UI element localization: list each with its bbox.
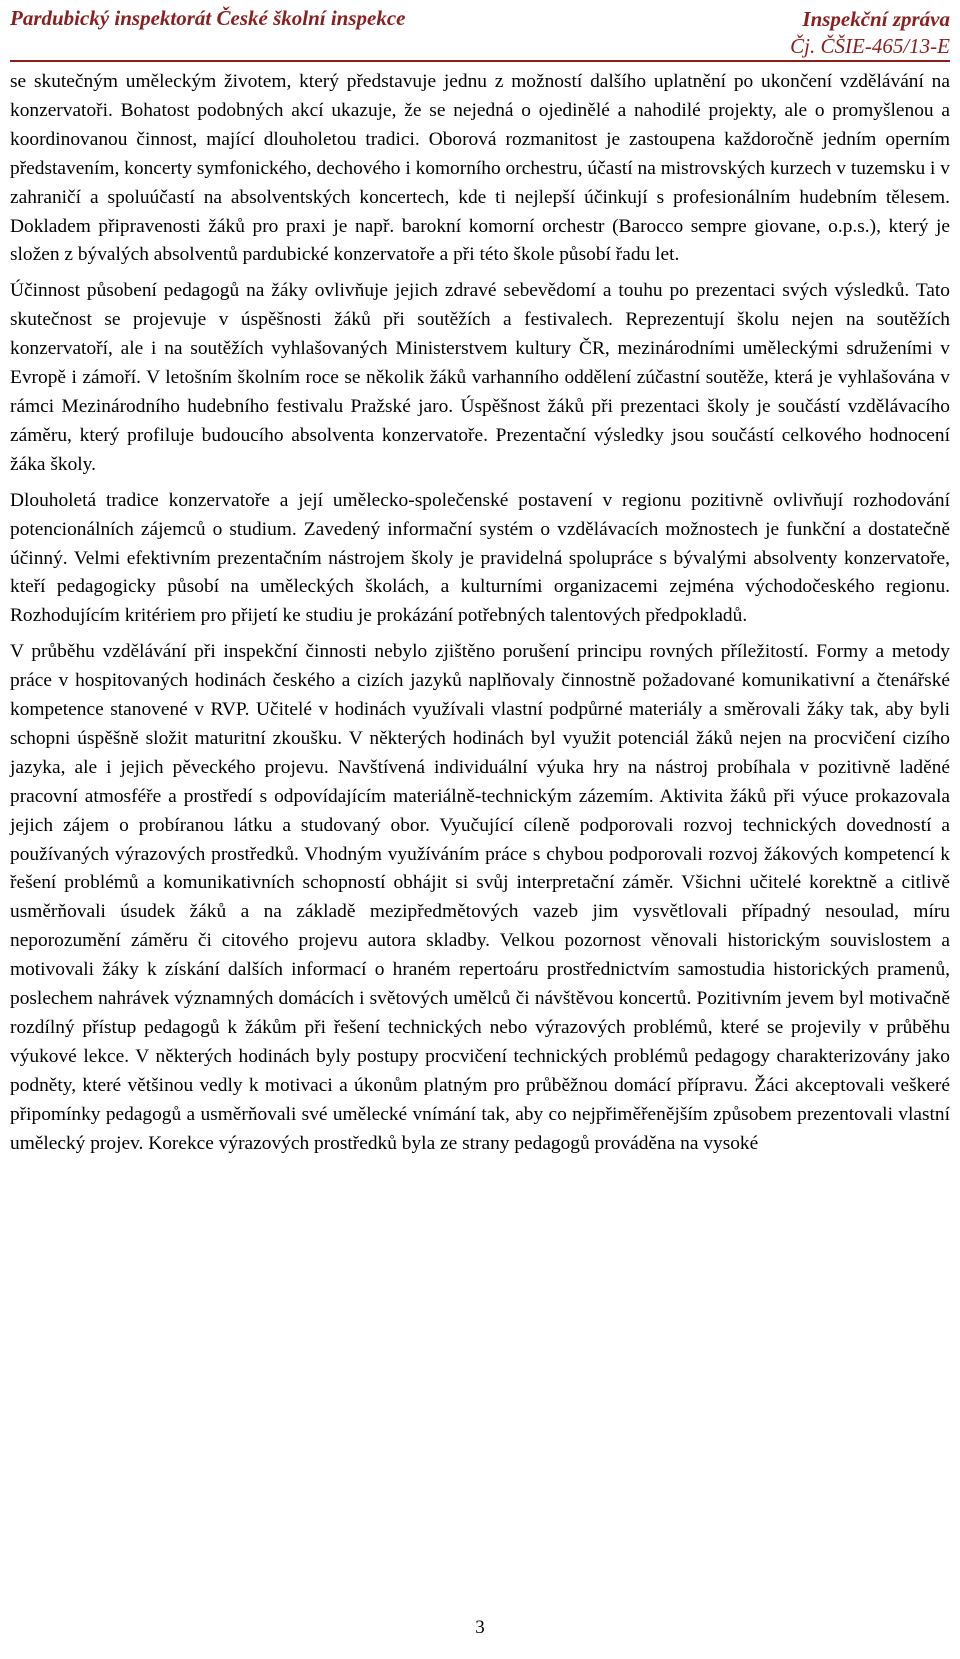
header-document-type: Inspekční zpráva: [802, 7, 950, 31]
page-number: 3: [475, 1617, 485, 1638]
header-right-block: [790, 6, 950, 60]
paragraph-1: se skutečným uměleckým životem, který představuje jednu z možností dalšího uplatnění po ukončení vzdělávání na konzervatoři. Bohatost podobných akcí ukazuje, že se nejedná o ojedinělé a nahodilé projekty, ale o promyšlenou a koordinovanou činnost, mající dlouholetou tradici. Oborová rozmanitost je zastoupena každoročně jedním operním představením, koncerty symfonického, dechového i komorního orchestru, účastí na mistrovských kurzech v tuzemsku i v zahraničí a spoluúčastí na absolventských koncertech, kde ti nejlepší účinkují s profesionálním hudebním tělesem. Dokladem připravenosti žáků pro praxi je např. barokní komorní orchestr (Barocco sempre giovane, o.p.s.), který je složen z bývalých absolventů pardubické konzervatoře a při této škole působí řadu let.: [10, 71, 950, 266]
paragraph-3: Dlouholetá tradice konzervatoře a její umělecko-společenské postavení v regionu pozitivně ovlivňují rozhodování potencionálních zájemců o studium. Zavedený informační systém o vzdělávacích možnostech je funkční a dostatečně účinný. Velmi efektivním prezentačním nástrojem školy je pravidelná spolupráce s bývalými absolventy konzervatoře, kteří pedagogicky působí na uměleckých školách, a kulturními organizacemi zejména východočeského regionu. Rozhodujícím kritériem pro přijetí ke studiu je prokázání potřebných talentových předpokladů.: [10, 489, 950, 627]
header-rule: [10, 60, 950, 62]
page-header: [10, 2, 950, 62]
paragraph-2: Účinnost působení pedagogů na žáky ovlivňuje jejich zdravé sebevědomí a touhu po prezentaci svých výsledků. Tato skutečnost se projevuje v úspěšnosti žáků při soutěžích a festivalech. Reprezentují školu nejen na soutěžích konzervatoří, ale i na soutěžích vyhlašovaných Ministerstvem kultury ČR, mezinárodními uměleckými sdruženími v Evropě i zámoří. V letošním školním roce se několik žáků varhanního oddělení zúčastní soutěže, která je vyhlašována v rámci Mezinárodního hudebního festivalu Pražské jaro. Úspěšnost žáků při prezentaci školy je součástí vzdělávacího záměru, který profiluje budoucího absolventa konzervatoře. Prezentační výsledky jsou součástí celkového hodnocení žáka školy.: [10, 280, 950, 475]
body-text: [10, 68, 950, 1166]
header-reference: Čj. ČŠIE-465/13-E: [790, 34, 950, 58]
paragraph-4: V průběhu vzdělávání při inspekční činnosti nebylo zjištěno porušení principu rovných příležitostí. Formy a metody práce v hospitovaných hodinách českého a cizích jazyků naplňovaly činnostně požadované komunikativní a čtenářské kompetence stanovené v RVP. Učitelé v hodinách využívali vlastní podpůrné materiály a směrovali žáky tak, aby byli schopni úspěšně složit maturitní zkoušku. V některých hodinách byl využit potenciál žáků nejen na procvičení cizího jazyka, ale i jejich pěveckého projevu. Navštívená individuální výuka hry na nástroj probíhala v pozitivně laděné pracovní atmosféře a prostředí s odpovídajícím materiálně-technickým zázemím. Aktivita žáků při výuce prokazovala jejich zájem o probíranou látku a studovaný obor. Vyučující cíleně podporovali rozvoj technických dovedností a používaných výrazových prostředků. Vhodným využíváním práce s chybou podporovali rozvoj žákových kompetencí k řešení problémů a komunikativních schopností obhájit si svůj interpretační záměr. Všichni učitelé korektně a citlivě usměrňovali úsudek žáků a na základě mezipředmětových vazeb jim vysvětlovali případný nesoulad, míru neporozumění záměru či citového projevu autora skladby. Velkou pozornost věnovali historickým souvislostem a motivovali žáky k získání dalších informací o hraném repertoáru prostřednictvím samostudia historických pramenů, poslechem nahrávek významných domácích i světových umělců či návštěvou koncertů. Pozitivním jevem byl motivačně rozdílný přístup pedagogů k žákům při řešení technických nebo výrazových problémů, které se projevily v průběhu výukové lekce. V některých hodinách byly postupy procvičení technických problémů pedagogy charakterizovány jako podněty, které většinou vedly k motivaci a úkonům platným pro průběžnou domácí přípravu. Žáci akceptovali veškeré připomínky pedagogů a usměrňovali své umělecké vnímání tak, aby co nejpřiměřenějším způsobem prezentovali vlastní umělecký projev. Korekce výrazových prostředků byla ze strany pedagogů prováděna na vysoké: [10, 641, 950, 1154]
header-organization: Pardubický inspektorát České školní inspekce: [10, 6, 406, 30]
